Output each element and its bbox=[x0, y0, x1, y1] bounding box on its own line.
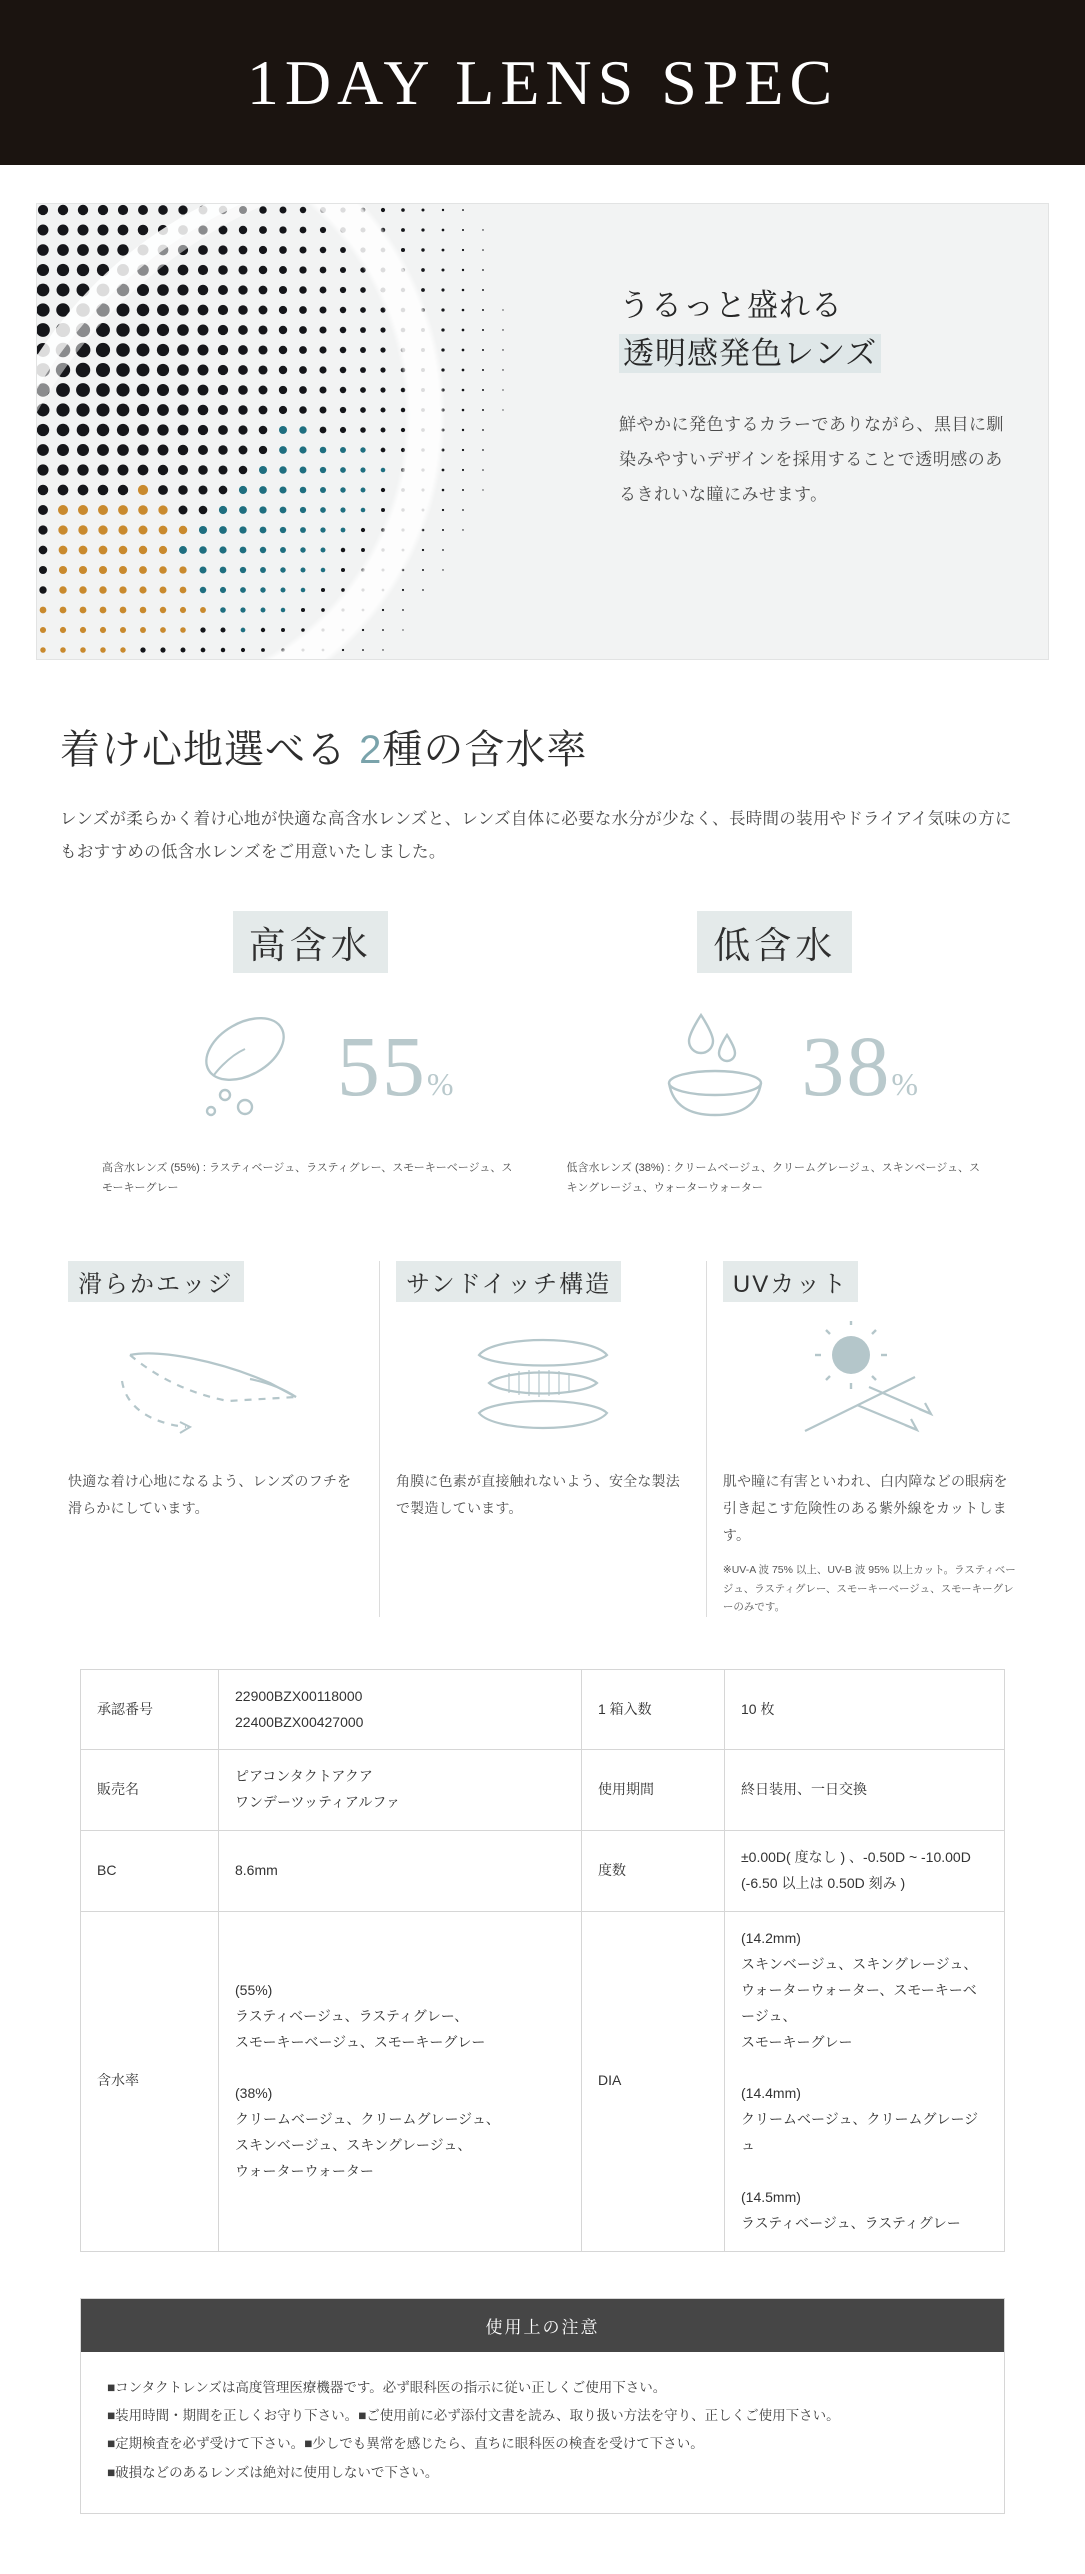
spec-label-bc: BC bbox=[81, 1831, 219, 1912]
water-section-lead: レンズが柔らかく着け心地が快適な高含水レンズと、レンズ自体に必要な水分が少なく、長時間の装用やドライアイ気味の方にもおすすめの低含水レンズをご用意いたしました。 bbox=[60, 810, 1012, 861]
caution-line: ■コンタクトレンズは高度管理医療機器です。必ず眼科医の指示に従い正しくご使用下さい。 bbox=[107, 2379, 667, 2395]
spec-value-product-name: ピアコンタクトアクア ワンデーツッティアルファ bbox=[219, 1750, 582, 1831]
water-item-low-unit: % bbox=[891, 1066, 919, 1102]
spec-table bbox=[80, 1669, 1005, 2252]
water-title-pre: 着け心地選べる bbox=[60, 728, 360, 772]
features-section bbox=[52, 1261, 1033, 1617]
water-item-high-unit: % bbox=[426, 1066, 454, 1102]
hero-image bbox=[37, 204, 597, 659]
water-title-post: 種の含水率 bbox=[382, 728, 588, 772]
spec-table-section bbox=[80, 1669, 1005, 2252]
spec-label-approval: 承認番号 bbox=[81, 1669, 219, 1750]
hero-heading-line1: うるっと盛れる bbox=[619, 288, 843, 323]
sandwich-structure-icon bbox=[443, 1321, 643, 1451]
hero-heading bbox=[619, 282, 1008, 378]
feature-smooth-edge-head: 滑らかエッジ bbox=[68, 1261, 244, 1302]
caution-line: ■定期検査を必ず受けて下さい。■少しでも異常を感じたら、直ちに眼科医の検査を受けて下さい。 bbox=[107, 2436, 704, 2452]
water-item-low-value-wrap bbox=[801, 1018, 919, 1114]
caution-line: ■装用時間・期間を正しくお守り下さい。■ご使用前に必ず添付文書を読み、取り扱い方法を守り、正しくご使用下さい。 bbox=[107, 2407, 840, 2423]
feature-uv-cut-text: 肌や瞳に有害といわれ、白内障などの眼病を引き起こす危険性のある紫外線をカットします。 bbox=[722, 1472, 1008, 1544]
water-item-high-value-wrap bbox=[336, 1018, 454, 1114]
feature-sandwich bbox=[379, 1261, 706, 1617]
page-header bbox=[0, 0, 1085, 165]
feature-uv-cut-small: ※UV-A 波 75% 以上、UV-B 波 95% 以上カット。ラスティベージュ、ラスティグレー、スモーキーベージュ、スモーキーグレーのみです。 bbox=[722, 1564, 1016, 1614]
spec-value-bc: 8.6mm bbox=[219, 1831, 582, 1912]
page-title: 1DAY LENS SPEC bbox=[246, 46, 839, 118]
uv-sun-icon bbox=[765, 1321, 975, 1451]
spec-label-usage-period: 使用期間 bbox=[582, 1750, 725, 1831]
water-title-number: 2 bbox=[359, 728, 383, 772]
water-item-low-head: 低含水 bbox=[697, 911, 852, 973]
caution-body bbox=[81, 2352, 1004, 2513]
hero-copy bbox=[597, 204, 1048, 659]
water-section-title bbox=[60, 718, 1025, 775]
spec-value-usage-period: 終日装用、一日交換 bbox=[725, 1750, 1005, 1831]
spec-value-box-count: 10 枚 bbox=[725, 1669, 1005, 1750]
water-item-high bbox=[78, 911, 543, 1199]
hero-body-text: 鮮やかに発色するカラーでありながら、黒目に馴染みやすいデザインを採用することで透明感のあるきれいな瞳にみせます。 bbox=[619, 415, 1004, 504]
feature-uv-cut bbox=[706, 1261, 1033, 1617]
water-dish-icon bbox=[631, 991, 801, 1141]
spec-value-water-content: (55%) ラスティベージュ、ラスティグレー、 スモーキーベージュ、スモーキーグレー (38%) クリームベージュ、クリームグレージュ、 スキンベージュ、スキングレージュ、 ウォーターウォーター bbox=[219, 1911, 582, 2251]
smooth-edge-icon bbox=[100, 1321, 330, 1451]
spec-label-product-name: 販売名 bbox=[81, 1750, 219, 1831]
spec-value-power: ±0.00D( 度なし ) 、-0.50D ~ -10.00D (-6.50 以上は 0.50D 刻み ) bbox=[725, 1831, 1005, 1912]
table-row bbox=[81, 1911, 1005, 2251]
water-item-high-value: 55 bbox=[336, 1018, 427, 1114]
feature-smooth-edge-text: 快適な着け心地になるよう、レンズのフチを滑らかにしています。 bbox=[68, 1472, 352, 1516]
feature-smooth-edge bbox=[52, 1261, 379, 1617]
water-item-low-value: 38 bbox=[801, 1018, 892, 1114]
feature-sandwich-text: 角膜に色素が直接触れないよう、安全な製法で製造しています。 bbox=[395, 1472, 680, 1516]
spec-value-dia: (14.2mm) スキンベージュ、スキングレージュ、 ウォーターウォーター、スモーキーベージュ、 スモーキーグレー (14.4mm) クリームベージュ、クリームグレージュ (14.5mm) ラスティベージュ、ラスティグレー bbox=[725, 1911, 1005, 2251]
caution-title: 使用上の注意 bbox=[81, 2299, 1004, 2352]
caution-line: ■破損などのあるレンズは絶対に使用しないで下さい。 bbox=[107, 2464, 439, 2480]
feature-sandwich-head: サンドイッチ構造 bbox=[396, 1261, 621, 1302]
water-item-low-note: 低含水レンズ (38%) : クリームベージュ、クリームグレージュ、スキンベージュ、スキングレージュ、ウォーターウォーター bbox=[566, 1162, 981, 1194]
hero-section bbox=[36, 203, 1049, 660]
water-items bbox=[78, 911, 1007, 1199]
lens-drop-icon bbox=[167, 991, 337, 1141]
spec-label-dia: DIA bbox=[582, 1911, 725, 2251]
table-row bbox=[81, 1831, 1005, 1912]
table-row bbox=[81, 1669, 1005, 1750]
spec-label-box-count: 1 箱入数 bbox=[582, 1669, 725, 1750]
halftone-dots-icon bbox=[37, 204, 597, 659]
water-content-section bbox=[60, 718, 1025, 1199]
water-item-high-head: 高含水 bbox=[233, 911, 388, 973]
water-item-high-note: 高含水レンズ (55%) : ラスティベージュ、ラスティグレー、スモーキーベージュ、スモーキーグレー bbox=[102, 1162, 513, 1194]
hero-heading-line2: 透明感発色レンズ bbox=[619, 334, 881, 373]
water-item-low bbox=[543, 911, 1008, 1199]
spec-value-approval: 22900BZX00118000 22400BZX00427000 bbox=[219, 1669, 582, 1750]
spec-label-water-content: 含水率 bbox=[81, 1911, 219, 2251]
spec-label-power: 度数 bbox=[582, 1831, 725, 1912]
table-row bbox=[81, 1750, 1005, 1831]
caution-section bbox=[80, 2298, 1005, 2514]
feature-uv-cut-head: UVカット bbox=[723, 1261, 858, 1302]
